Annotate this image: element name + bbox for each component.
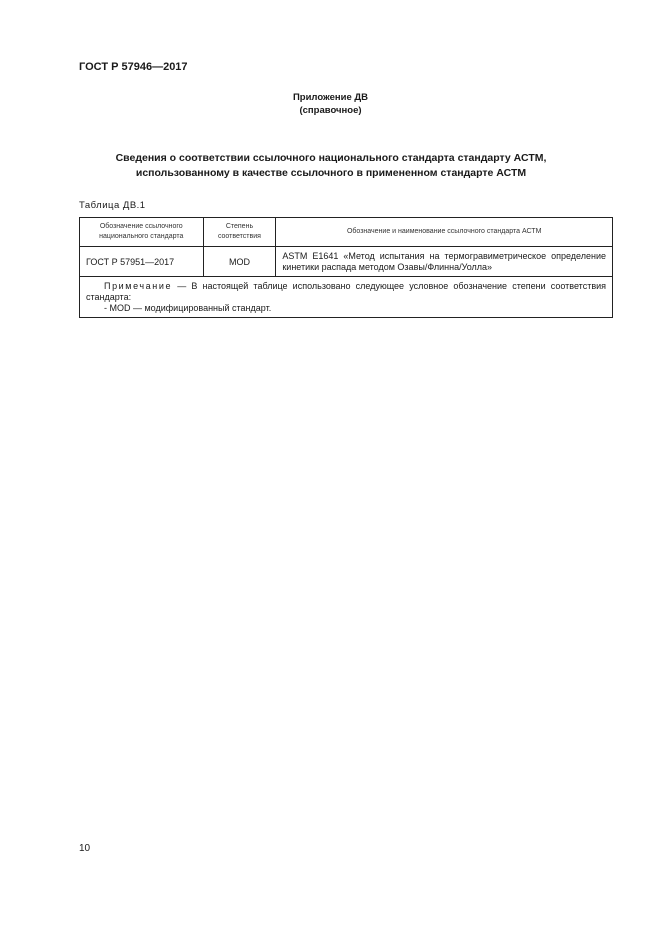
page-number: 10 <box>79 843 91 854</box>
note-text <box>86 281 606 303</box>
table-header-row <box>80 218 613 247</box>
section-title-line-1: Сведения о соответствии ссылочного национального стандарта стандарту АСТМ, <box>115 152 547 164</box>
appendix-title: Приложение ДВ <box>292 92 369 103</box>
note-heading: Примечание <box>104 281 173 291</box>
header-national-standard <box>80 218 204 247</box>
table-caption: Таблица ДВ.1 <box>79 200 146 211</box>
header-degree-line-2: соответствия <box>217 233 261 240</box>
astm-standard-name: ASTM E1641 «Метод испытания на термогравиметрическое определение кинетики распада методом Озавы/Флинна/Уолла» <box>276 247 613 277</box>
correspondence-table <box>79 217 613 318</box>
header-degree-line-1: Степень <box>225 223 254 230</box>
section-title-line-2: использованному в качестве ссылочного в примененном стандарте АСТМ <box>135 167 527 179</box>
section-title <box>78 151 584 181</box>
correspondence-degree: MOD <box>203 247 276 277</box>
header-degree <box>203 218 276 247</box>
header-national-standard-line-1: Обозначение ссылочного <box>99 223 183 230</box>
table-note-row <box>80 277 613 318</box>
header-national-standard-line-2: национального стандарта <box>99 233 184 240</box>
note-body: — В настоящей таблице использовано следующее условное обозначение степени соответствия стандарта: <box>86 281 606 302</box>
document-code: ГОСТ Р 57946—2017 <box>79 61 188 73</box>
table-note <box>80 277 613 318</box>
header-astm-standard: Обозначение и наименование ссылочного стандарта АСТМ <box>276 218 613 247</box>
appendix-heading <box>0 91 661 117</box>
table-row <box>80 247 613 277</box>
appendix-subtitle: (справочное) <box>299 105 362 116</box>
note-item: - MOD — модифицированный стандарт. <box>104 303 272 313</box>
national-standard-code: ГОСТ Р 57951—2017 <box>80 247 204 277</box>
